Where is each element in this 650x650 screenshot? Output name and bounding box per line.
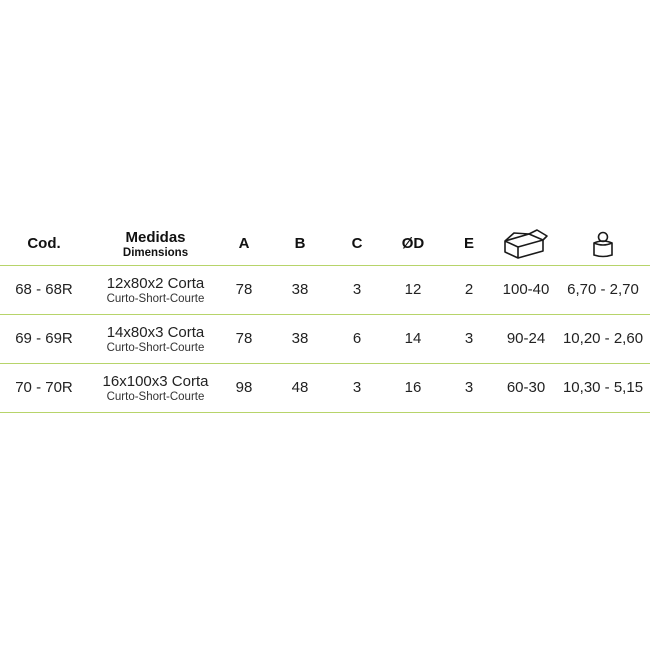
cell-a: 98 xyxy=(235,379,253,396)
weight-icon xyxy=(556,222,650,265)
header-c: C xyxy=(351,235,363,252)
table-row xyxy=(0,314,650,363)
header-medidas xyxy=(88,222,223,265)
cell-b: 48 xyxy=(291,379,309,396)
cell-cod: 69 - 69R xyxy=(15,330,73,347)
cell-medida xyxy=(88,363,223,412)
cell-e: 3 xyxy=(464,330,474,347)
cell-d: 16 xyxy=(404,379,422,396)
cell-e: 3 xyxy=(464,379,474,396)
medida-main: 12x80x2 Corta xyxy=(106,274,205,292)
header-d: ØD xyxy=(401,235,425,252)
header-b: B xyxy=(294,235,306,252)
divider xyxy=(0,412,650,413)
header-e: E xyxy=(463,235,474,252)
cell-box: 60-30 xyxy=(506,379,546,396)
cell-a: 78 xyxy=(235,281,253,298)
cell-c: 3 xyxy=(352,281,362,298)
cell-box: 90-24 xyxy=(506,330,546,347)
header-a: A xyxy=(238,235,250,252)
product-table xyxy=(0,222,650,412)
cell-weight: 10,30 - 5,15 xyxy=(562,379,644,396)
cell-weight: 6,70 - 2,70 xyxy=(567,281,639,298)
medida-sub: Curto-Short-Courte xyxy=(106,341,205,354)
table-row xyxy=(0,265,650,314)
cell-b: 38 xyxy=(291,281,309,298)
medida-sub: Curto-Short-Courte xyxy=(106,292,205,305)
table-header xyxy=(0,222,650,265)
header-medidas-label: Medidas xyxy=(125,228,186,246)
cell-c: 3 xyxy=(352,379,362,396)
header-cod: Cod. xyxy=(27,235,61,252)
cell-cod: 68 - 68R xyxy=(15,281,73,298)
cell-medida xyxy=(88,314,223,363)
medida-main: 14x80x3 Corta xyxy=(106,323,205,341)
cell-box: 100-40 xyxy=(502,281,550,298)
cell-d: 12 xyxy=(404,281,422,298)
cell-e: 2 xyxy=(464,281,474,298)
box-icon xyxy=(496,222,556,265)
cell-c: 6 xyxy=(352,330,362,347)
cell-cod: 70 - 70R xyxy=(15,379,73,396)
cell-medida xyxy=(88,265,223,314)
table-row xyxy=(0,363,650,412)
header-dimensions-label: Dimensions xyxy=(122,246,189,259)
cell-a: 78 xyxy=(235,330,253,347)
medida-sub: Curto-Short-Courte xyxy=(106,390,205,403)
medida-main: 16x100x3 Corta xyxy=(102,372,209,390)
cell-b: 38 xyxy=(291,330,309,347)
cell-weight: 10,20 - 2,60 xyxy=(562,330,644,347)
cell-d: 14 xyxy=(404,330,422,347)
